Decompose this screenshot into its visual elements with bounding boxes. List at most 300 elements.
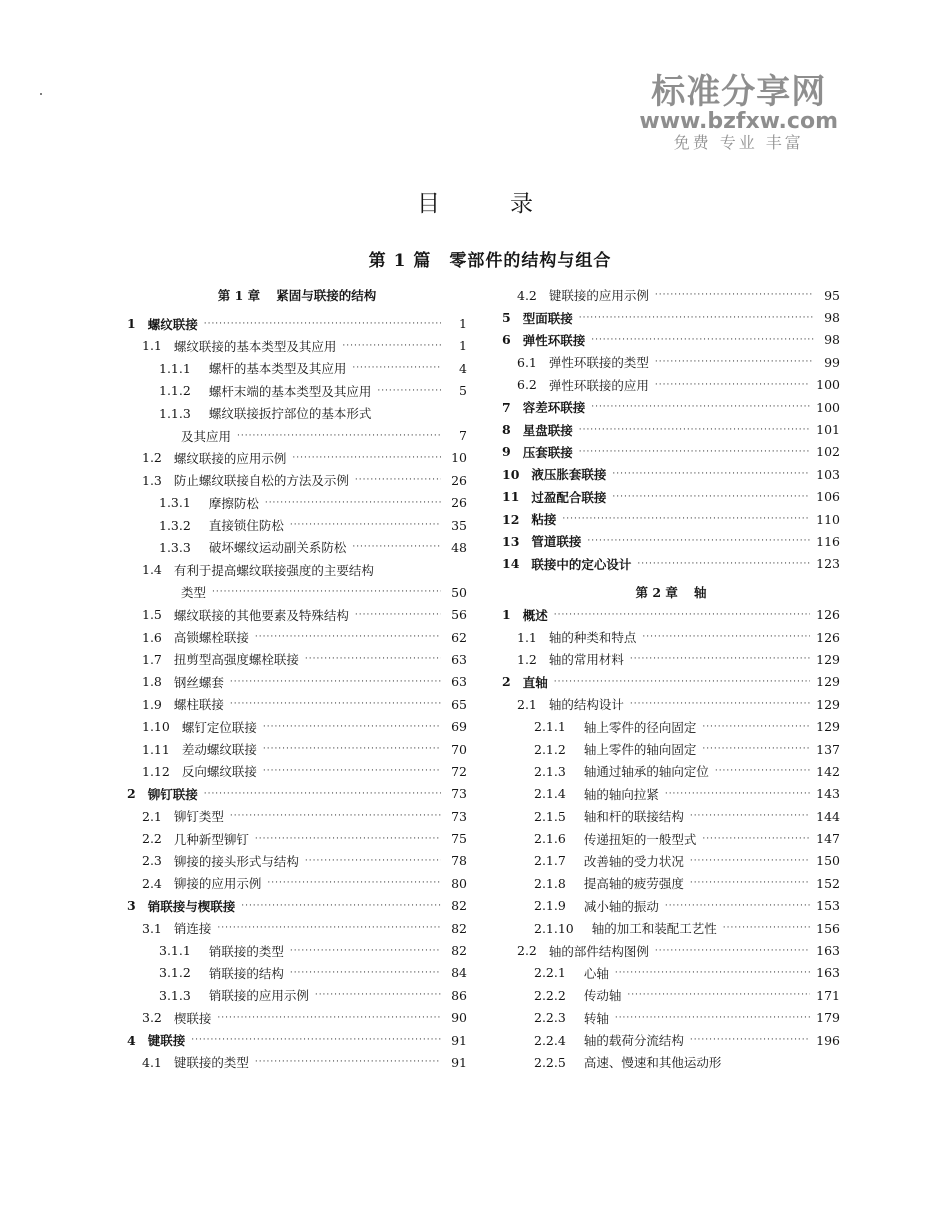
toc-entry-continuation bbox=[127, 424, 467, 446]
entry-title: 及其应用 bbox=[181, 428, 232, 444]
leader-dots bbox=[315, 990, 441, 1000]
entry-number: 1.11 bbox=[142, 741, 170, 757]
leader-dots bbox=[642, 632, 810, 642]
entry-title: 型面联接 bbox=[522, 310, 573, 326]
toc-entry bbox=[502, 418, 840, 440]
leader-dots bbox=[292, 453, 441, 463]
toc-entry bbox=[127, 335, 467, 357]
leader-dots bbox=[702, 722, 810, 732]
entry-title: 轴上零件的径向固定 bbox=[583, 719, 697, 735]
entry-page-number: 129 bbox=[816, 696, 840, 712]
entry-number: 13 bbox=[502, 533, 520, 549]
entry-page-number: 137 bbox=[816, 741, 840, 757]
entry-page-number: 26 bbox=[451, 472, 467, 488]
leader-dots bbox=[690, 878, 810, 888]
entry-page-number: 101 bbox=[816, 422, 840, 438]
entry-title: 螺纹联接 bbox=[147, 316, 198, 332]
page-title-char-1: 目 bbox=[417, 191, 440, 217]
entry-page-number: 75 bbox=[451, 831, 467, 847]
entry-page-number: 143 bbox=[816, 786, 840, 802]
entry-page-number: 5 bbox=[459, 383, 467, 399]
entry-number: 1.1 bbox=[142, 338, 162, 354]
entry-number: 8 bbox=[502, 422, 511, 438]
toc-entry bbox=[502, 715, 840, 737]
entry-page-number: 35 bbox=[451, 517, 467, 533]
leader-dots bbox=[263, 722, 441, 732]
toc-entry bbox=[502, 1007, 840, 1029]
toc-entry bbox=[127, 312, 467, 334]
toc-entry bbox=[127, 492, 467, 514]
entry-title: 摩擦防松 bbox=[208, 495, 259, 511]
leader-dots bbox=[715, 766, 810, 776]
entry-number: 2.1.3 bbox=[534, 763, 566, 779]
entry-title: 高速、慢速和其他运动形 bbox=[583, 1055, 722, 1071]
entry-number: 3 bbox=[127, 898, 136, 914]
toc-entry bbox=[502, 306, 840, 328]
toc-entry bbox=[502, 827, 840, 849]
entry-number: 6 bbox=[502, 332, 511, 348]
page-title bbox=[0, 185, 950, 218]
entry-title: 减小轴的振动 bbox=[583, 898, 659, 914]
entry-page-number: 196 bbox=[816, 1032, 840, 1048]
entry-page-number: 7 bbox=[459, 428, 467, 444]
leader-dots bbox=[655, 380, 810, 390]
leader-dots bbox=[230, 811, 441, 821]
entry-number: 2.2.2 bbox=[534, 987, 566, 1003]
toc-entry bbox=[502, 895, 840, 917]
entry-number: 14 bbox=[502, 556, 520, 572]
toc-entry bbox=[127, 760, 467, 782]
leader-dots bbox=[290, 968, 441, 978]
entry-page-number: 150 bbox=[816, 853, 840, 869]
entry-title: 轴的常用材料 bbox=[548, 652, 624, 668]
leader-dots bbox=[579, 313, 814, 323]
toc-entry bbox=[127, 1051, 467, 1073]
chapter-number: 第 2 章 bbox=[635, 585, 678, 601]
entry-title: 转轴 bbox=[583, 1010, 609, 1026]
entry-page-number: 147 bbox=[816, 831, 840, 847]
entry-page-number: 86 bbox=[451, 987, 467, 1003]
entry-number: 1.7 bbox=[142, 651, 162, 667]
toc-entry bbox=[502, 396, 840, 418]
toc-entry bbox=[127, 626, 467, 648]
leader-dots bbox=[265, 498, 441, 508]
entry-title: 轴通过轴承的轴向定位 bbox=[583, 764, 709, 780]
entry-title: 轴的载荷分流结构 bbox=[583, 1033, 684, 1049]
leader-dots bbox=[204, 789, 441, 799]
entry-page-number: 84 bbox=[451, 965, 467, 981]
chapter-number: 第 1 章 bbox=[217, 288, 261, 304]
toc-entry bbox=[502, 917, 840, 939]
entry-number: 4.1 bbox=[142, 1054, 162, 1070]
toc-entry bbox=[127, 648, 467, 670]
leader-dots bbox=[237, 431, 441, 441]
entry-page-number: 98 bbox=[824, 332, 840, 348]
entry-title: 轴的轴向拉紧 bbox=[583, 786, 659, 802]
entry-number: 5 bbox=[502, 310, 511, 326]
entry-title: 传递扭矩的一般型式 bbox=[583, 831, 697, 847]
toc-entry bbox=[127, 603, 467, 625]
scan-speck bbox=[40, 93, 42, 95]
entry-page-number: 50 bbox=[451, 584, 467, 600]
leader-dots bbox=[690, 856, 810, 866]
leader-dots bbox=[655, 357, 814, 367]
toc-entry bbox=[127, 380, 467, 402]
entry-page-number: 90 bbox=[451, 1010, 467, 1026]
entry-number: 1.8 bbox=[142, 674, 162, 690]
leader-dots bbox=[217, 923, 441, 933]
leader-dots bbox=[377, 386, 441, 396]
entry-number: 3.1 bbox=[142, 920, 162, 936]
entry-title: 传动轴 bbox=[583, 988, 622, 1004]
toc-entry bbox=[127, 962, 467, 984]
entry-title: 销连接 bbox=[173, 921, 212, 937]
entry-number: 1.3.3 bbox=[159, 539, 191, 555]
toc-entry bbox=[502, 486, 840, 508]
entry-title: 铆钉类型 bbox=[173, 809, 224, 825]
leader-dots bbox=[290, 520, 441, 530]
entry-number: 2.3 bbox=[142, 853, 162, 869]
watermark-slogan: 免费 专业 丰富 bbox=[673, 133, 804, 152]
entry-title: 螺纹联接的其他要素及特殊结构 bbox=[173, 607, 349, 623]
entry-number: 2.2 bbox=[517, 943, 537, 959]
entry-title: 弹性环联接的类型 bbox=[548, 355, 649, 371]
entry-number: 2.1 bbox=[142, 808, 162, 824]
entry-title: 铆接的应用示例 bbox=[173, 876, 262, 892]
leader-dots bbox=[702, 834, 810, 844]
entry-page-number: 26 bbox=[451, 495, 467, 511]
chapter-heading bbox=[127, 284, 467, 306]
toc-entry bbox=[502, 805, 840, 827]
leader-dots bbox=[587, 536, 810, 546]
entry-number: 2.1 bbox=[517, 696, 537, 712]
entry-page-number: 80 bbox=[451, 875, 467, 891]
leader-dots bbox=[655, 946, 810, 956]
entry-title: 螺纹联接的基本类型及其应用 bbox=[173, 338, 337, 354]
leader-dots bbox=[352, 363, 441, 373]
toc-entry bbox=[502, 783, 840, 805]
leader-dots bbox=[212, 587, 441, 597]
toc-entry bbox=[502, 1051, 840, 1073]
toc-entry bbox=[502, 530, 840, 552]
entry-page-number: 179 bbox=[816, 1010, 840, 1026]
entry-page-number: 100 bbox=[816, 377, 840, 393]
entry-page-number: 56 bbox=[451, 607, 467, 623]
leader-dots bbox=[562, 514, 810, 524]
leader-dots bbox=[690, 1035, 810, 1045]
leader-dots bbox=[554, 677, 810, 687]
entry-number: 1.1.3 bbox=[159, 405, 191, 421]
toc-entry bbox=[127, 1029, 467, 1051]
entry-page-number: 110 bbox=[816, 511, 840, 527]
entry-page-number: 100 bbox=[816, 399, 840, 415]
toc-entry bbox=[127, 693, 467, 715]
entry-number: 2.1.5 bbox=[534, 808, 566, 824]
toc-entry bbox=[127, 984, 467, 1006]
entry-title: 键联接的类型 bbox=[173, 1055, 249, 1071]
entry-title: 螺纹联接扳拧部位的基本形式 bbox=[208, 406, 372, 422]
entry-title: 销联接的结构 bbox=[208, 965, 284, 981]
entry-number: 2 bbox=[502, 674, 511, 690]
entry-number: 6.1 bbox=[517, 354, 537, 370]
leader-dots bbox=[230, 677, 441, 687]
toc-entry bbox=[127, 783, 467, 805]
entry-page-number: 171 bbox=[816, 987, 840, 1003]
leader-dots bbox=[290, 946, 441, 956]
toc-entry bbox=[502, 603, 840, 625]
entry-number: 1.3.1 bbox=[159, 495, 191, 511]
entry-number: 1.6 bbox=[142, 629, 162, 645]
entry-page-number: 163 bbox=[816, 965, 840, 981]
entry-number: 2.2.4 bbox=[534, 1032, 566, 1048]
entry-page-number: 73 bbox=[451, 808, 467, 824]
leader-dots bbox=[579, 447, 810, 457]
entry-page-number: 129 bbox=[816, 719, 840, 735]
leader-dots bbox=[342, 341, 441, 351]
toc-entry bbox=[127, 1007, 467, 1029]
entry-page-number: 1 bbox=[459, 338, 467, 354]
entry-number: 2.4 bbox=[142, 875, 162, 891]
leader-dots bbox=[355, 610, 441, 620]
toc-entry bbox=[502, 284, 840, 306]
entry-page-number: 152 bbox=[816, 875, 840, 891]
leader-dots bbox=[690, 811, 810, 821]
entry-title: 星盘联接 bbox=[522, 422, 573, 438]
leader-dots bbox=[637, 559, 810, 569]
entry-page-number: 69 bbox=[451, 719, 467, 735]
entry-title: 楔联接 bbox=[173, 1010, 212, 1026]
entry-number: 2.2.1 bbox=[534, 965, 566, 981]
chapter-title: 紧固与联接的结构 bbox=[276, 288, 377, 304]
entry-title: 粘接 bbox=[531, 512, 557, 528]
entry-page-number: 78 bbox=[451, 853, 467, 869]
toc-entry bbox=[127, 469, 467, 491]
entry-number: 7 bbox=[502, 399, 511, 415]
entry-page-number: 129 bbox=[816, 674, 840, 690]
entry-title: 管道联接 bbox=[531, 534, 582, 550]
entry-number: 4 bbox=[127, 1032, 136, 1048]
entry-number: 2.1.1 bbox=[534, 719, 566, 735]
entry-page-number: 123 bbox=[816, 556, 840, 572]
watermark-site-name: 标准分享网 bbox=[651, 72, 827, 112]
part-title: 第 1 篇 零部件的结构与组合 bbox=[368, 251, 612, 271]
entry-page-number: 103 bbox=[816, 466, 840, 482]
leader-dots bbox=[655, 290, 814, 300]
toc-entry bbox=[502, 738, 840, 760]
toc-entry bbox=[127, 514, 467, 536]
toc-entry bbox=[127, 827, 467, 849]
leader-dots bbox=[615, 968, 810, 978]
leader-dots bbox=[241, 901, 441, 911]
leader-dots bbox=[591, 402, 810, 412]
entry-title: 轴和杆的联接结构 bbox=[583, 809, 684, 825]
entry-number: 9 bbox=[502, 444, 511, 460]
toc-entry bbox=[127, 671, 467, 693]
entry-page-number: 62 bbox=[451, 629, 467, 645]
entry-title: 弹性环联接的应用 bbox=[548, 377, 649, 393]
entry-page-number: 116 bbox=[816, 533, 840, 549]
leader-dots bbox=[191, 1035, 441, 1045]
toc-entry bbox=[127, 402, 467, 424]
toc-entry bbox=[502, 850, 840, 872]
toc-entry bbox=[502, 374, 840, 396]
leader-dots bbox=[352, 542, 441, 552]
toc-entry bbox=[502, 760, 840, 782]
entry-number: 11 bbox=[502, 489, 520, 505]
entry-title: 过盈配合联接 bbox=[531, 489, 607, 505]
entry-title: 差动螺纹联接 bbox=[181, 742, 257, 757]
entry-title: 键联接的应用示例 bbox=[548, 288, 649, 304]
toc-entry bbox=[127, 738, 467, 760]
entry-title: 破坏螺纹运动副关系防松 bbox=[208, 540, 347, 556]
leader-dots bbox=[204, 319, 441, 329]
entry-number: 10 bbox=[502, 466, 520, 482]
toc-entry bbox=[502, 872, 840, 894]
toc-entry bbox=[502, 441, 840, 463]
leader-dots bbox=[630, 654, 810, 664]
entry-page-number: 82 bbox=[451, 898, 467, 914]
leader-dots bbox=[255, 1057, 441, 1067]
entry-title: 螺柱联接 bbox=[173, 697, 224, 713]
entry-title: 直接锁住防松 bbox=[208, 518, 284, 534]
entry-number: 6.2 bbox=[517, 377, 537, 393]
leader-dots bbox=[615, 1013, 810, 1023]
entry-title: 提高轴的疲劳强度 bbox=[583, 876, 684, 892]
entry-title: 轴的加工和装配工艺性 bbox=[591, 921, 717, 937]
leader-dots bbox=[612, 469, 810, 479]
leader-dots bbox=[267, 878, 441, 888]
chapter-heading bbox=[502, 581, 840, 603]
entry-number: 1.10 bbox=[142, 719, 170, 735]
entry-title: 轴的种类和特点 bbox=[548, 630, 637, 646]
entry-page-number: 102 bbox=[816, 444, 840, 460]
leader-dots bbox=[217, 1013, 441, 1023]
entry-page-number: 98 bbox=[824, 310, 840, 326]
toc-entry bbox=[127, 917, 467, 939]
entry-title: 销联接的类型 bbox=[208, 943, 284, 959]
toc-entry bbox=[127, 559, 467, 581]
entry-number: 1.9 bbox=[142, 696, 162, 712]
entry-number: 3.2 bbox=[142, 1010, 162, 1026]
toc-entry bbox=[127, 805, 467, 827]
leader-dots bbox=[612, 492, 810, 502]
entry-number: 1.4 bbox=[142, 562, 162, 578]
toc-entry bbox=[127, 357, 467, 379]
toc-entry bbox=[502, 553, 840, 575]
entry-title: 直轴 bbox=[522, 674, 548, 690]
toc-entry bbox=[502, 939, 840, 961]
leader-dots bbox=[263, 744, 441, 754]
entry-title: 螺杆末端的基本类型及其应用 bbox=[208, 383, 372, 399]
entry-title: 压套联接 bbox=[522, 444, 573, 460]
entry-page-number: 163 bbox=[816, 943, 840, 959]
entry-title: 反向螺纹联接 bbox=[181, 764, 257, 780]
entry-page-number: 106 bbox=[816, 489, 840, 505]
leader-dots bbox=[230, 699, 441, 709]
entry-page-number: 142 bbox=[816, 763, 840, 779]
entry-title: 轴上零件的轴向固定 bbox=[583, 742, 697, 757]
entry-page-number: 129 bbox=[816, 651, 840, 667]
entry-page-number: 10 bbox=[451, 450, 467, 466]
entry-title: 改善轴的受力状况 bbox=[583, 853, 684, 869]
toc-entry bbox=[502, 463, 840, 485]
toc-entry bbox=[127, 872, 467, 894]
entry-number: 2.1.10 bbox=[534, 920, 574, 936]
entry-number: 2.1.6 bbox=[534, 831, 566, 847]
entry-title: 弹性环联接 bbox=[522, 332, 586, 348]
entry-title: 概述 bbox=[522, 607, 548, 623]
toc-entry bbox=[127, 715, 467, 737]
entry-title: 销联接与楔联接 bbox=[147, 898, 236, 914]
entry-page-number: 63 bbox=[451, 674, 467, 690]
entry-number: 3.1.1 bbox=[159, 943, 191, 959]
leader-dots bbox=[579, 425, 810, 435]
toc-right-column bbox=[502, 284, 840, 1074]
entry-number: 2.2.3 bbox=[534, 1010, 566, 1026]
entry-title: 几种新型铆钉 bbox=[173, 831, 249, 847]
entry-page-number: 73 bbox=[451, 786, 467, 802]
entry-number: 4.2 bbox=[517, 287, 537, 303]
toc-entry bbox=[502, 508, 840, 530]
entry-number: 3.1.2 bbox=[159, 965, 191, 981]
entry-title: 扭剪型高强度螺栓联接 bbox=[173, 652, 299, 668]
entry-number: 3.1.3 bbox=[159, 987, 191, 1003]
entry-title: 销联接的应用示例 bbox=[208, 988, 309, 1004]
page-title-char-2: 录 bbox=[510, 191, 533, 217]
entry-title: 螺纹联接的应用示例 bbox=[173, 450, 287, 466]
leader-dots bbox=[665, 789, 810, 799]
toc-entry bbox=[502, 648, 840, 670]
entry-number: 2.1.9 bbox=[534, 898, 566, 914]
entry-number: 1.2 bbox=[517, 651, 537, 667]
entry-page-number: 99 bbox=[824, 354, 840, 370]
toc-entry bbox=[502, 1029, 840, 1051]
entry-title: 铆钉联接 bbox=[147, 786, 198, 802]
entry-page-number: 91 bbox=[451, 1032, 467, 1048]
entry-number: 12 bbox=[502, 511, 520, 527]
entry-number: 1.3 bbox=[142, 472, 162, 488]
chapter-title: 轴 bbox=[693, 585, 707, 601]
leader-dots bbox=[554, 610, 810, 620]
entry-title: 螺钉定位联接 bbox=[181, 719, 257, 735]
leader-dots bbox=[627, 990, 810, 1000]
toc-entry bbox=[502, 329, 840, 351]
entry-title: 螺杆的基本类型及其应用 bbox=[208, 361, 347, 377]
toc-entry bbox=[502, 962, 840, 984]
toc-entry bbox=[502, 693, 840, 715]
entry-number: 2.1.7 bbox=[534, 853, 566, 869]
entry-title: 有利于提高螺纹联接强度的主要结构 bbox=[173, 562, 374, 578]
toc-entry bbox=[127, 939, 467, 961]
entry-title: 容差环联接 bbox=[522, 400, 586, 416]
watermark bbox=[639, 74, 838, 153]
entry-page-number: 144 bbox=[816, 808, 840, 824]
entry-title: 类型 bbox=[181, 585, 207, 601]
entry-page-number: 153 bbox=[816, 898, 840, 914]
entry-title: 心轴 bbox=[583, 965, 609, 981]
leader-dots bbox=[355, 475, 441, 485]
entry-title: 液压胀套联接 bbox=[531, 467, 607, 483]
entry-number: 1 bbox=[127, 316, 136, 332]
toc-entry bbox=[502, 671, 840, 693]
entry-title: 钢丝螺套 bbox=[173, 674, 224, 690]
entry-page-number: 65 bbox=[451, 696, 467, 712]
leader-dots bbox=[255, 632, 441, 642]
leader-dots bbox=[630, 699, 810, 709]
entry-number: 2.1.4 bbox=[534, 786, 566, 802]
leader-dots bbox=[591, 335, 814, 345]
toc-entry-continuation bbox=[127, 581, 467, 603]
